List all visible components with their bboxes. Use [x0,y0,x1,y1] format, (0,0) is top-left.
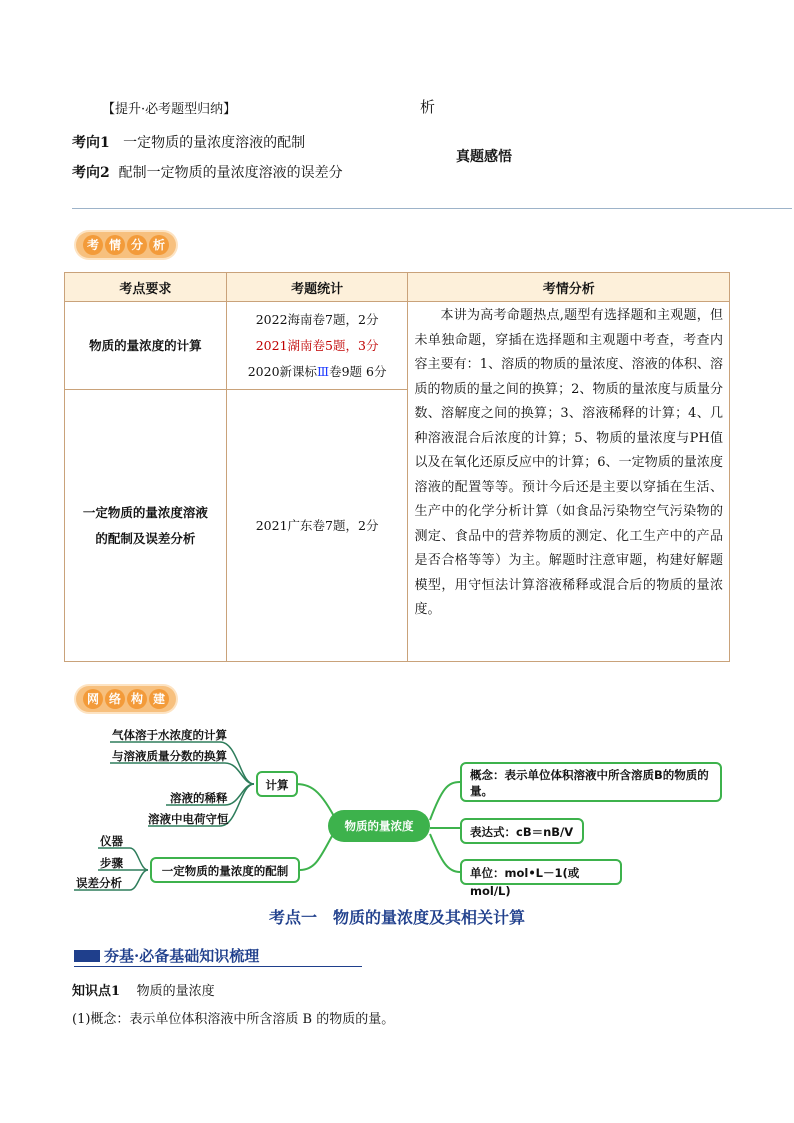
prep-item-error: 误差分析 [76,876,122,890]
badge-char: 网 [83,689,103,709]
knowledge-point-heading [72,980,215,999]
subtitle-bar [74,950,100,962]
knowledge-text: 物质的量浓度 [136,984,215,999]
category-calculation: 物质的量浓度的计算 [65,302,227,390]
connector [430,782,460,820]
header-statistics: 考题统计 [226,273,408,302]
prep-item-instrument: 仪器 [100,834,123,848]
expression-node: 表达式：cB＝nB/V [460,818,584,844]
concept-node: 概念：表示单位体积溶液中所含溶质B的物质的量。 [460,762,722,802]
header-analysis: 考情分析 [408,273,730,302]
knowledge-label: 知识点1 [72,984,121,999]
badge-char: 建 [149,689,169,709]
prep-item-steps: 步骤 [100,856,123,870]
badge-char: 考 [83,235,103,255]
calc-item-4: 溶液中电荷守恒 [148,812,229,826]
connector [110,763,254,784]
analysis-text: 本讲为高考命题热点,题型有选择题和主观题，但未单独命题，穿插在选择题和主观题中考查，考查内容主要有：1、溶质的物质的量浓度、溶液的体积、溶质的物质的量之间的换算；2、物质的量浓度与质量分数、溶解度之间的换算；3、溶液稀释的计算；4、几种溶液混合后浓度的计算；5、物质的量浓度与PH值以及在氧化还原反应中的计算；6、一定物质的量浓度溶液的配置等等。预计今后还是主要以穿插在生活、生产中的化学分析计算（如食品污染物空气污染物的测定、食品中的营养物质的测定、化工生产中的产品是否合格等等）为主。解题时注意审题，构建好解题模型，用守恒法计算溶液稀释或混合后的物质的量浓度。 [408,302,730,662]
stat-line: 2021湖南卷5题，3分 [255,337,379,353]
fragment-text: 析 [420,98,436,116]
badge-char: 构 [127,689,147,709]
exam-analysis-badge [76,232,176,258]
connector [430,834,460,872]
divider [72,208,792,209]
stat-line: 2020新课标Ⅲ卷9题 6分 [247,363,387,379]
calc-item-1: 气体溶于水浓度的计算 [112,728,227,742]
connector [300,836,332,870]
badge-char: 络 [105,689,125,709]
subtitle: 夯基·必备基础知识梳理 [104,947,260,965]
header-requirement: 考点要求 [65,273,227,302]
network-badge [76,686,176,712]
direction-2-text: 配制一定物质的量浓度溶液的误差分 [118,165,343,181]
direction-1 [72,132,305,152]
exam-stat-table [64,272,730,662]
stats-preparation: 2021广东卷7题，2分 [226,390,408,662]
direction-2 [72,162,343,182]
badge-char: 分 [127,235,147,255]
direction-1-label: 考向1 [72,135,110,151]
concept-line: (1)概念：表示单位体积溶液中所含溶质 B 的物质的量。 [72,1012,395,1027]
preparation-node: 一定物质的量浓度的配制 [150,857,300,883]
badge-char: 析 [149,235,169,255]
subtitle-underline [74,966,362,967]
must-know-heading: 【提升·必考题型归纳】 [102,102,237,117]
real-exam-heading: 真题感悟 [456,149,512,165]
badge-char: 情 [105,235,125,255]
calc-item-3: 溶液的稀释 [170,791,228,805]
unit-node: 单位：mol•L－1(或mol/L) [460,859,622,885]
direction-2-label: 考向2 [72,165,110,181]
category-preparation: 一定物质的量浓度溶液 的配制及误差分析 [65,390,227,662]
stats-calculation [226,302,408,390]
center-node: 物质的量浓度 [328,810,430,842]
direction-1-text: 一定物质的量浓度溶液的配制 [123,135,306,151]
section-title: 考点一 物质的量浓度及其相关计算 [268,908,525,927]
calc-item-2: 与溶液质量分数的换算 [112,749,227,763]
stat-line: 2022海南卷7题，2分 [255,311,379,327]
calc-node: 计算 [256,771,298,797]
